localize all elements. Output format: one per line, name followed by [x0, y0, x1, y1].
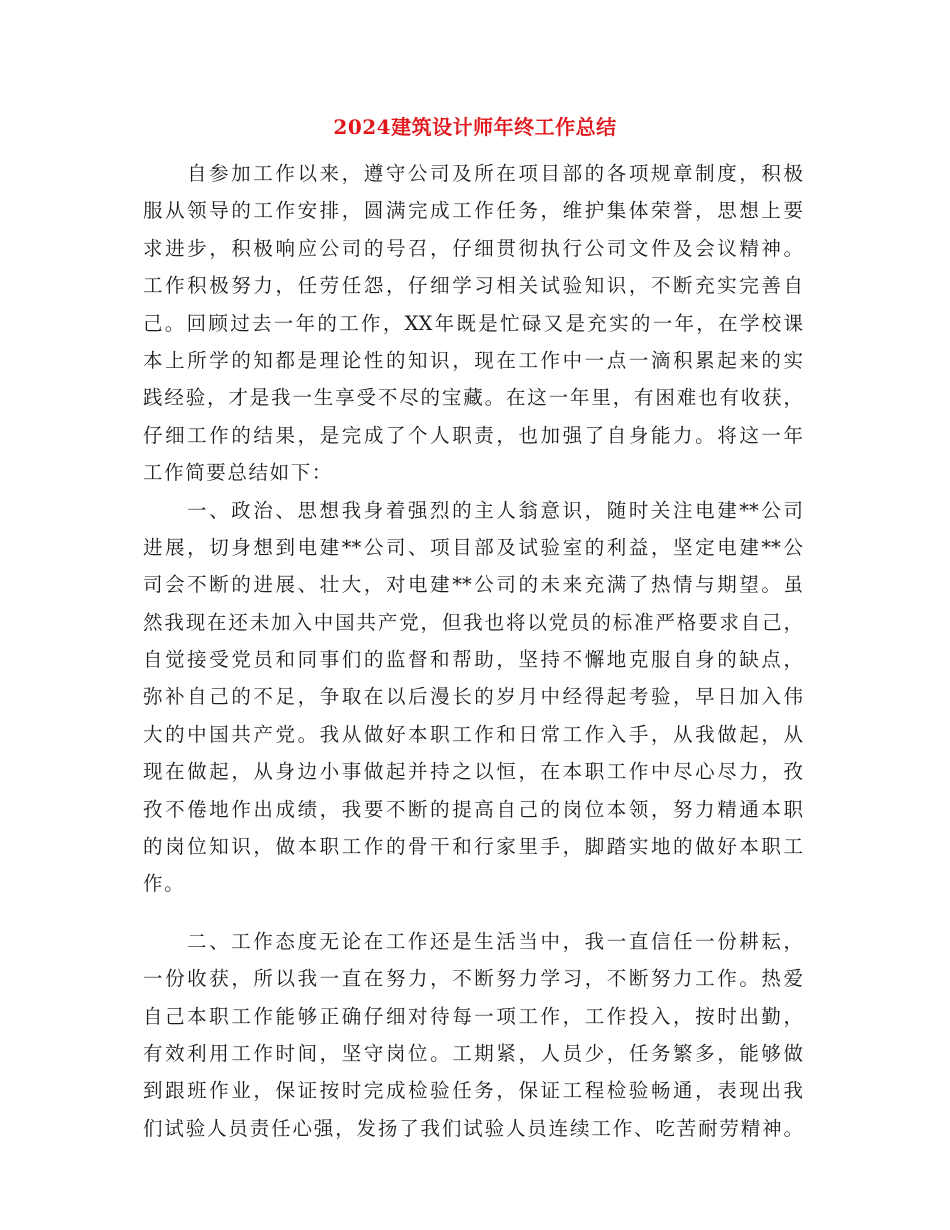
text-line: 们试验人员责任心强，发扬了我们试验人员连续工作、吃苦耐劳精神。 [143, 1116, 803, 1140]
document-body [143, 155, 803, 1147]
text-line: 弥补自己的不足，争取在以后漫长的岁月中经得起考验，早日加入伟 [143, 685, 803, 709]
paragraph-3 [143, 923, 803, 1147]
text-line: 司会不断的进展、壮大，对电建**公司的未来充满了热情与期望。虽 [143, 573, 803, 597]
paragraph-gap [143, 903, 803, 923]
text-line: 己。回顾过去一年的工作，XX年既是忙碌又是充实的一年，在学校课 [143, 311, 803, 335]
text-line: 工作简要总结如下： [143, 461, 333, 485]
text-line: 进展，切身想到电建**公司、项目部及试验室的利益，坚定电建**公 [143, 535, 803, 559]
text-line: 一、政治、思想我身着强烈的主人翁意识，随时关注电建**公司 [187, 498, 803, 522]
paragraph-2 [143, 492, 803, 903]
paragraph-1 [143, 155, 803, 492]
text-line: 大的中国共产党。我从做好本职工作和日常工作入手，从我做起，从 [143, 722, 803, 746]
text-line: 自参加工作以来，遵守公司及所在项目部的各项规章制度，积极 [187, 162, 803, 185]
text-line: 仔细工作的结果，是完成了个人职责，也加强了自身能力。将这一年 [143, 423, 803, 447]
text-line: 有效利用工作时间，坚守岗位。工期紧，人员少，任务繁多，能够做 [143, 1041, 803, 1065]
text-line: 本上所学的知都是理论性的知识，现在工作中一点一滴积累起来的实 [143, 348, 803, 372]
text-line: 自觉接受党员和同事们的监督和帮助，坚持不懈地克服自身的缺点， [143, 648, 803, 672]
text-line: 二、工作态度无论在工作还是生活当中，我一直信任一份耕耘， [187, 929, 803, 953]
text-line: 服从领导的工作安排，圆满完成工作任务，维护集体荣誉，思想上要 [143, 199, 803, 223]
text-line: 践经验，才是我一生享受不尽的宝藏。在这一年里，有困难也有收获， [143, 386, 803, 410]
text-line: 求进步，积极响应公司的号召，仔细贯彻执行公司文件及会议精神。 [143, 236, 803, 260]
text-line: 的岗位知识，做本职工作的骨干和行家里手，脚踏实地的做好本职工 [143, 835, 803, 859]
text-line: 孜不倦地作出成绩，我要不断的提高自己的岗位本领，努力精通本职 [143, 797, 803, 821]
text-line: 自己本职工作能够正确仔细对待每一项工作，工作投入，按时出勤， [143, 1004, 803, 1028]
document-title: 2024建筑设计师年终工作总结 [333, 115, 617, 139]
text-line: 到跟班作业，保证按时完成检验任务，保证工程检验畅通，表现出我 [143, 1079, 803, 1103]
text-line: 一份收获，所以我一直在努力，不断努力学习，不断努力工作。热爱 [143, 967, 803, 991]
text-line: 然我现在还未加入中国共产党，但我也将以党员的标准严格要求自己， [143, 610, 803, 634]
text-line: 作。 [143, 872, 186, 896]
text-line: 工作积极努力，任劳任怨，仔细学习相关试验知识，不断充实完善自 [143, 274, 803, 298]
text-line: 现在做起，从身边小事做起并持之以恒，在本职工作中尽心尽力，孜 [143, 760, 803, 784]
